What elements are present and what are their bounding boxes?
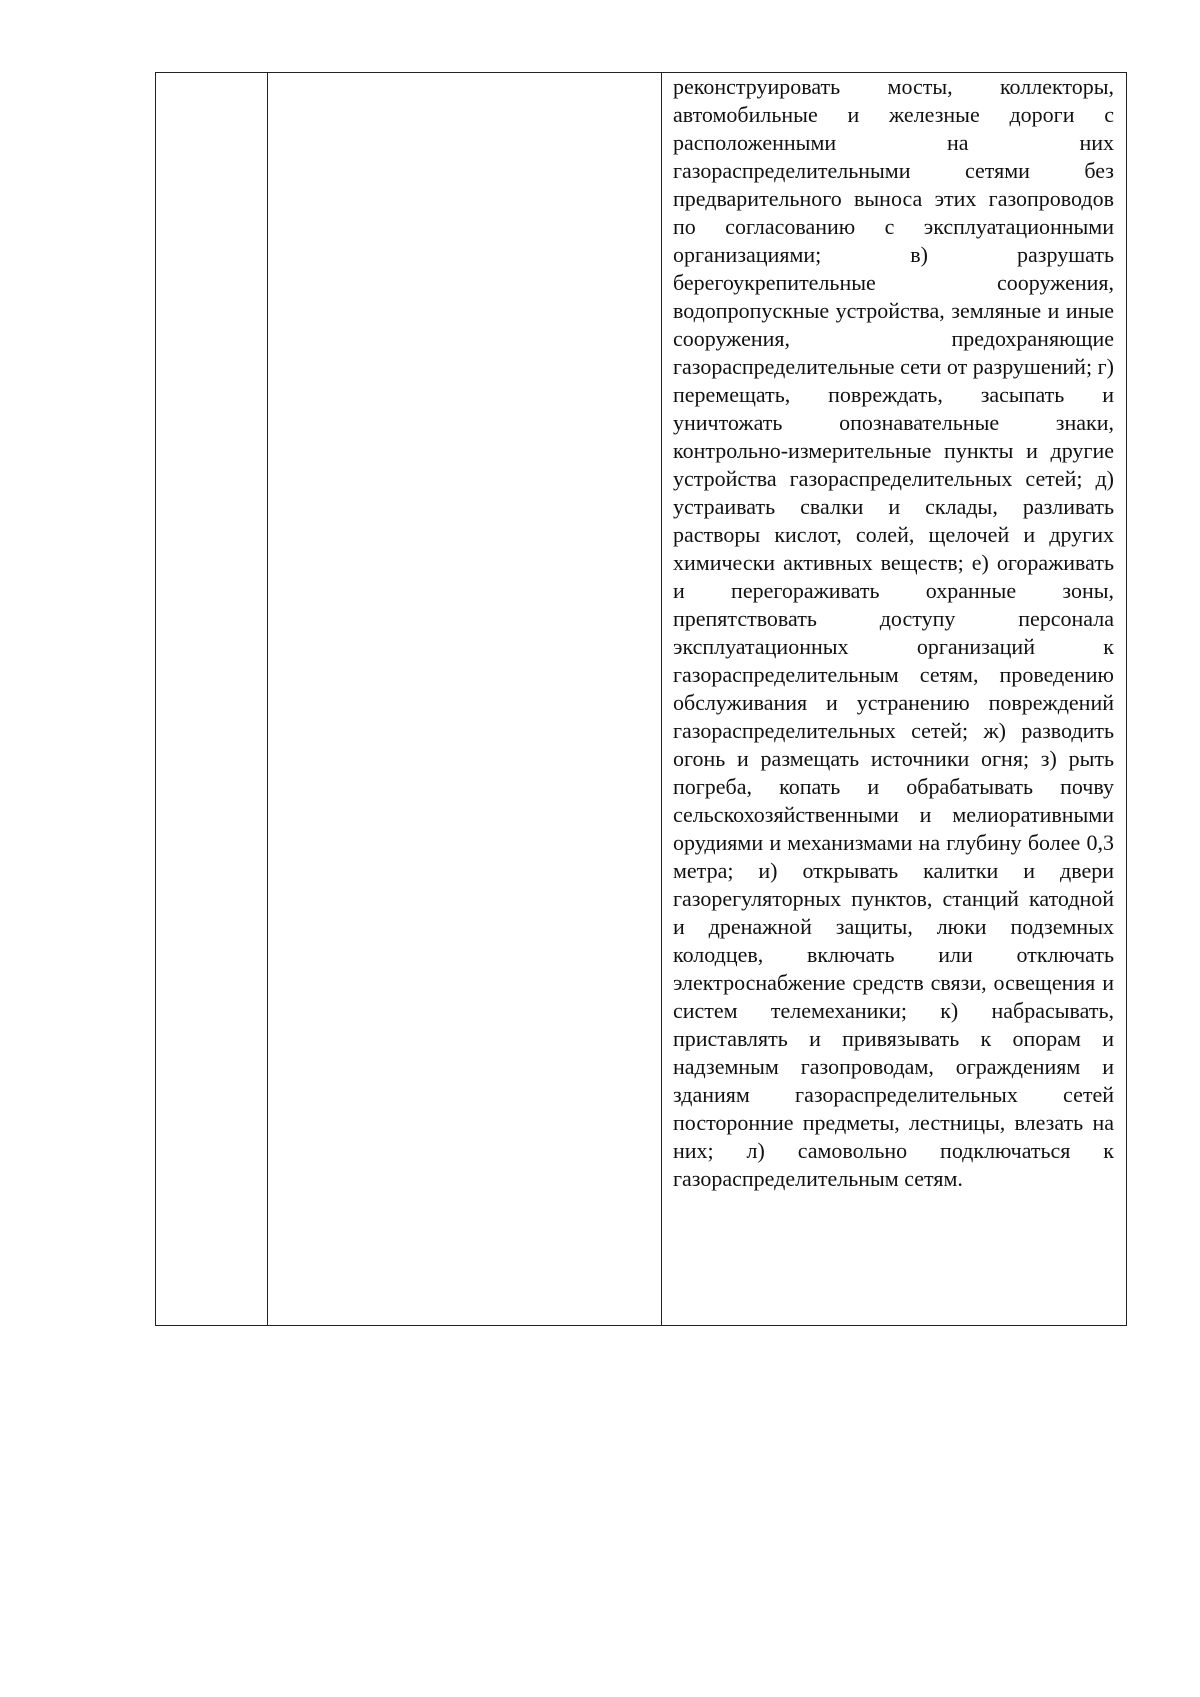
table-cell-title [268,73,662,1326]
table-cell-content [662,73,1127,1326]
table-cell-number [156,73,268,1326]
table-row [156,73,1127,1326]
regulations-table [155,72,1127,1326]
cell-content-text: реконструировать мосты, коллекторы, автомобильные и железные дороги с расположенными на них газораспределительными сетями без предварительного выноса этих газопроводов по согласованию с эксплуатационными организациями; в) разрушать берегоукрепительные сооружения, водопропускные устройства, земляные и иные сооружения, предохраняющие газораспределительные сети от разрушений; г) перемещать, повреждать, засыпать и уничтожать опознавательные знаки, контрольно-измерительные пункты и другие устройства газораспределительных сетей; д) устраивать свалки и склады, разливать растворы кислот, солей, щелочей и других химически активных веществ; е) огораживать и перегораживать охранные зоны, препятствовать доступу персонала эксплуатационных организаций к газораспределительным сетям, проведению обслуживания и устранению повреждений газораспределительных сетей; ж) разводить огонь и размещать источники огня; з) рыть погреба, копать и обрабатывать почву сельскохозяйственными и мелиоративными орудиями и механизмами на глубину более 0,3 метра; и) открывать калитки и двери газорегуляторных пунктов, станций катодной и дренажной защиты, люки подземных колодцев, включать или отключать электроснабжение средств связи, освещения и систем телемеханики; к) набрасывать, приставлять и привязывать к опорам и надземным газопроводам, ограждениям и зданиям газораспределительных сетей посторонние предметы, лестницы, влезать на них; л) самовольно подключаться к газораспределительным сетям. [673,74,1114,1191]
